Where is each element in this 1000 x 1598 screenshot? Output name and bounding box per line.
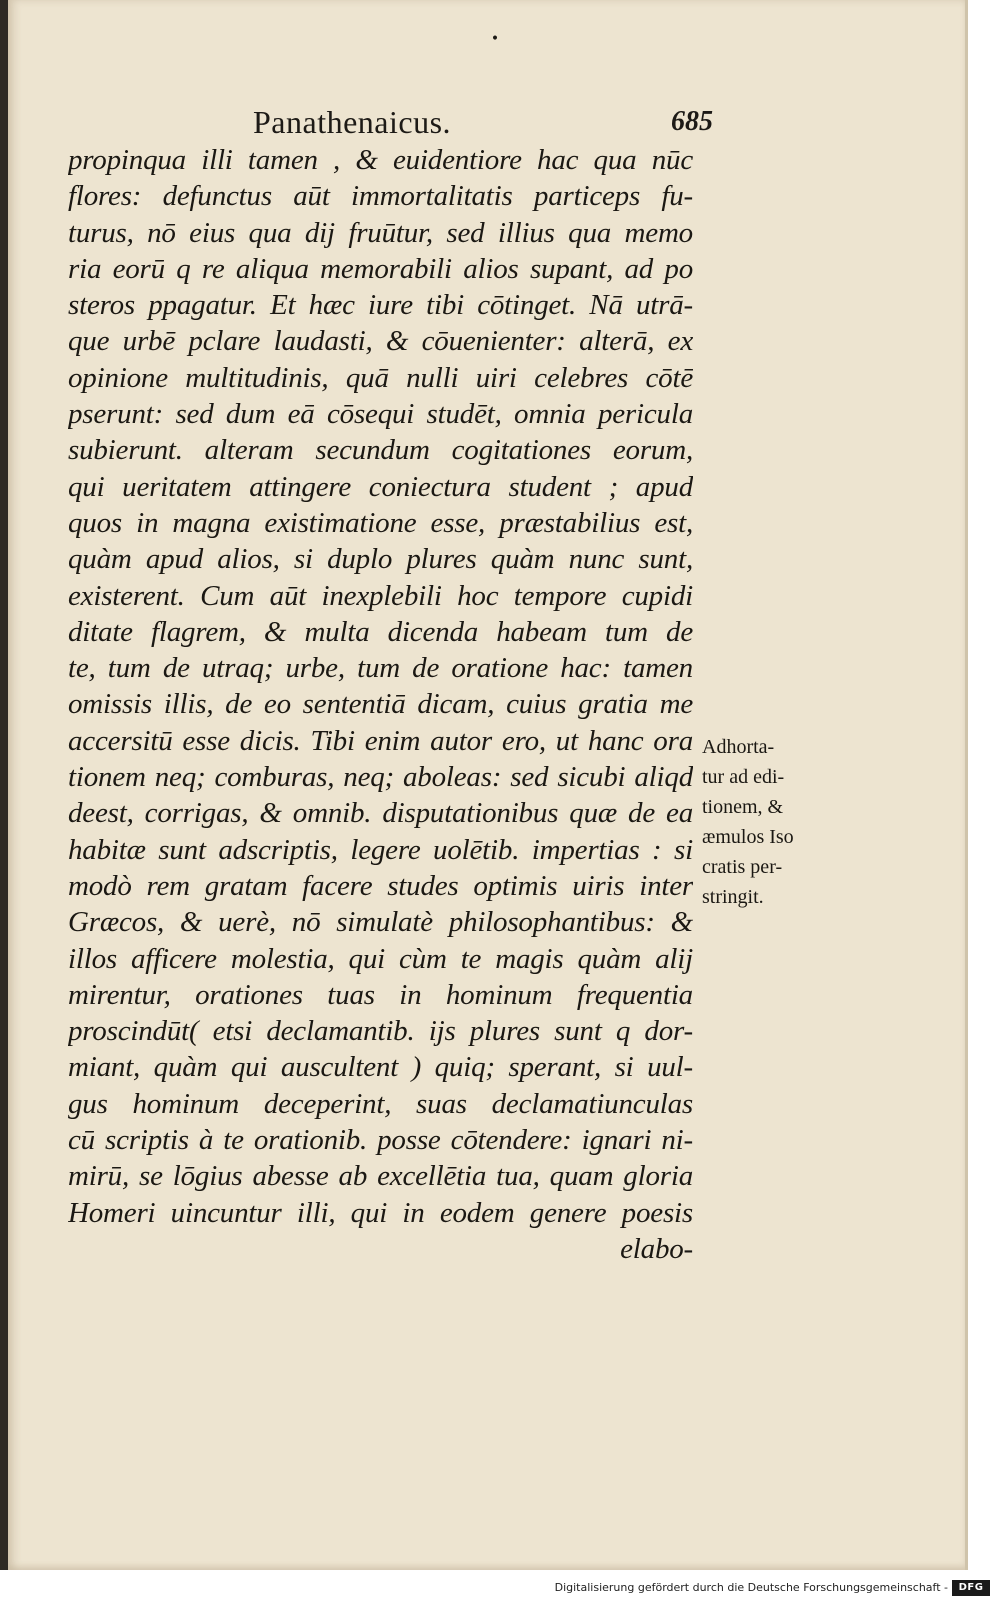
text-line: omissis illis, de eo sententiā dicam, cuius gratia me bbox=[68, 688, 693, 721]
text-line: steros ppagatur. Et hæc iure tibi cōtinget. Nā utrā- bbox=[68, 289, 693, 322]
dfg-logo: DFG bbox=[952, 1580, 990, 1596]
text-line: mirū, se lōgius abesse ab excellētia tua, quam gloria bbox=[68, 1160, 693, 1193]
running-head-title: Panathenaicus. bbox=[253, 104, 452, 140]
text-line: flores: defunctus aūt immortalitatis particeps fu- bbox=[68, 180, 693, 213]
page-mark: • bbox=[490, 31, 500, 47]
text-line: tionem neq; comburas, neq; aboleas: sed sicubi aliqd bbox=[68, 761, 693, 794]
text-line: quos in magna existimatione esse, præstabilius est, bbox=[68, 506, 693, 539]
marginal-note-line: Adhorta- bbox=[702, 736, 775, 758]
text-line: quàm apud alios, si duplo plures quàm nunc sunt, bbox=[68, 543, 693, 576]
marginal-note bbox=[702, 732, 832, 912]
text-line: pserunt: sed dum eā cōsequi studēt, omnia pericula bbox=[68, 398, 693, 431]
text-line: cū scriptis à te orationib. posse cōtendere: ignari ni- bbox=[68, 1124, 693, 1157]
text-line: Græcos, & uerè, nō simulatè philosophantibus: & bbox=[68, 906, 693, 939]
text-line: deest, corrigas, & omnib. disputationibus quæ de ea bbox=[68, 797, 693, 830]
marginal-note-line: æmulos Iso bbox=[702, 826, 794, 848]
text-line: opinione multitudinis, quā nulli uiri celebres cōtē bbox=[68, 361, 693, 394]
text-line: qui ueritatem attingere coniectura student ; apud bbox=[68, 470, 693, 503]
text-line: gus hominum deceperint, suas declamatiunculas bbox=[68, 1087, 693, 1120]
text-line: existerent. Cum aūt inexplebili hoc tempore cupidi bbox=[68, 579, 693, 612]
page-number: 685 bbox=[671, 106, 713, 137]
text-line: ria eorū q re aliqua memorabili alios supant, ad po bbox=[68, 252, 693, 285]
text-line: habitæ sunt adscriptis, legere uolētib. impertias : si bbox=[68, 833, 693, 866]
text-line: ditate flagrem, & multa dicenda habeam tum de bbox=[68, 615, 693, 648]
marginal-note-line: stringit. bbox=[702, 886, 764, 908]
text-line: miant, quàm qui auscultent ) quiq; sperant, si uul- bbox=[68, 1051, 693, 1084]
text-line: subierunt. alteram secundum cogitationes eorum, bbox=[68, 434, 693, 467]
catchword: elabo- bbox=[620, 1232, 693, 1265]
digitization-footer bbox=[0, 1578, 1000, 1598]
running-head bbox=[253, 100, 713, 144]
text-line: mirentur, orationes tuas in hominum frequentia bbox=[68, 978, 693, 1011]
text-line: turus, nō eius qua dij fruūtur, sed illius qua memo bbox=[68, 216, 693, 249]
marginal-note-line: cratis per- bbox=[702, 856, 783, 878]
text-line: accersitū esse dicis. Tibi enim autor ero, ut hanc ora bbox=[68, 724, 693, 757]
text-line: modò rem gratam facere studes optimis uiris inter bbox=[68, 869, 693, 902]
marginal-note-line: tionem, & bbox=[702, 796, 784, 818]
text-line: propinqua illi tamen , & euidentiore hac qua nūc bbox=[68, 144, 693, 176]
book-page bbox=[8, 0, 968, 1570]
main-text-block bbox=[68, 142, 693, 1267]
text-line: Homeri uincuntur illi, qui in eodem genere poesis bbox=[68, 1196, 693, 1229]
funding-credit: Digitalisierung gefördert durch die Deutsche Forschungsgemeinschaft - bbox=[554, 1581, 948, 1594]
marginal-note-line: tur ad edi- bbox=[702, 766, 785, 788]
text-line: te, tum de utraq; urbe, tum de oratione hac: tamen bbox=[68, 652, 693, 685]
book-spine-edge bbox=[0, 0, 8, 1570]
text-line: illos afficere molestia, qui cùm te magis quàm alij bbox=[68, 942, 693, 975]
text-line: proscindūt( etsi declamantib. ijs plures sunt q dor- bbox=[68, 1015, 693, 1048]
text-line: que urbē pclare laudasti, & cōuenienter: alterā, ex bbox=[68, 325, 693, 358]
